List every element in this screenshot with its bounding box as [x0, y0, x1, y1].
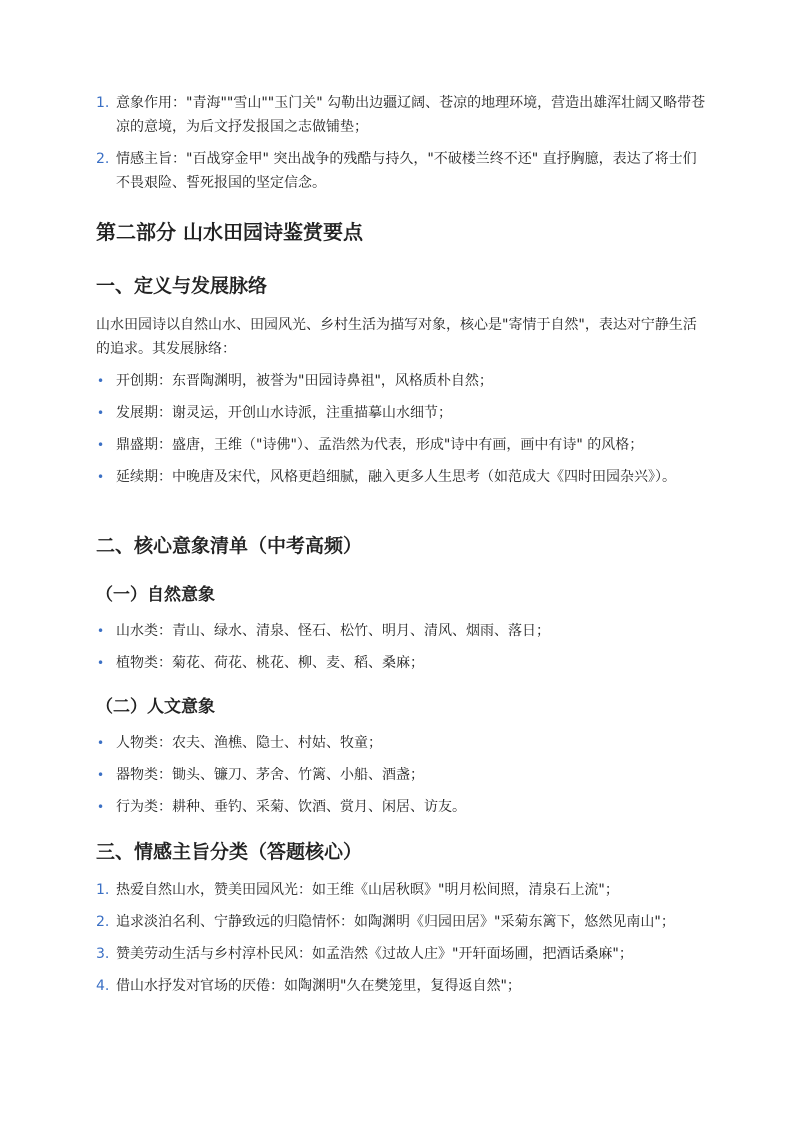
bullet-icon: • — [97, 470, 105, 484]
bullet-icon: • — [97, 438, 105, 452]
list-number: 3. — [96, 946, 110, 962]
list-item-text: 情感主旨："百战穿金甲" 突出战争的残酷与持久，"不破楼兰终不还" 直抒胸臆，表达了将士们不畏艰险、誓死报国的坚定信念。 — [116, 151, 697, 191]
list-item-text: 人物类：农夫、渔樵、隐士、村姑、牧童； — [116, 735, 382, 751]
bullet-icon: • — [97, 374, 105, 388]
list-item-text: 热爱自然山水，赞美田园风光：如王维《山居秋暝》"明月松间照，清泉石上流"； — [116, 882, 619, 898]
list-item-text: 鼎盛期：盛唐，王维（"诗佛"）、孟浩然为代表，形成"诗中有画，画中有诗" 的风格； — [116, 437, 644, 453]
list-item — [96, 763, 706, 787]
list-item-text: 延续期：中晚唐及宋代，风格更趋细腻，融入更多人生思考（如范成大《四时田园杂兴》）。 — [116, 469, 676, 485]
list-item — [96, 401, 706, 425]
bullet-icon: • — [97, 736, 105, 750]
list-item — [96, 91, 706, 139]
list-item-text: 行为类：耕种、垂钓、采菊、饮酒、赏月、闲居、访友。 — [116, 799, 466, 815]
list-item-text: 意象作用："青海""雪山""玉门关" 勾勒出边疆辽阔、苍凉的地理环境，营造出雄浑壮阔又略带苍凉的意境，为后文抒发报国之志做铺垫； — [116, 95, 706, 135]
section-title-1: 一、定义与发展脉络 — [96, 275, 268, 297]
list-item-text: 赞美劳动生活与乡村淳朴民风：如孟浩然《过故人庄》"开轩面场圃，把酒话桑麻"； — [116, 946, 633, 962]
list-item — [96, 731, 706, 755]
list-item — [96, 369, 706, 393]
bullet-icon: • — [97, 656, 105, 670]
section-title-2: 二、核心意象清单（中考高频） — [96, 535, 363, 557]
list-item — [96, 910, 706, 934]
list-number: 4. — [96, 978, 110, 994]
list-item — [96, 878, 706, 902]
list-number: 1. — [96, 882, 110, 898]
list-item — [96, 974, 706, 998]
ordered-list-intro — [96, 91, 706, 195]
list-item-text: 借山水抒发对官场的厌倦：如陶渊明"久在樊笼里，复得返自然"； — [116, 978, 521, 994]
bullet-icon: • — [97, 624, 105, 638]
list-number: 1. — [96, 95, 110, 111]
list-number: 2. — [96, 151, 110, 167]
list-item — [96, 433, 706, 457]
list-number: 2. — [96, 914, 110, 930]
list-item-text: 发展期：谢灵运，开创山水诗派，注重描摹山水细节； — [116, 405, 452, 421]
bullet-icon: • — [97, 768, 105, 782]
subsection-title-1: （一）自然意象 — [96, 585, 215, 605]
list-item-text: 追求淡泊名利、宁静致远的归隐情怀：如陶渊明《归园田居》"采菊东篱下，悠然见南山"； — [116, 914, 675, 930]
section-title-3: 三、情感主旨分类（答题核心） — [96, 841, 363, 863]
cultural-imagery-list — [96, 731, 706, 819]
list-item — [96, 795, 706, 819]
subsection-title-2: （二）人文意象 — [96, 697, 215, 717]
list-item-text: 植物类：菊花、荷花、桃花、柳、麦、稻、桑麻； — [116, 655, 424, 671]
list-item — [96, 147, 706, 195]
emotion-theme-list — [96, 878, 706, 998]
list-item-text: 山水类：青山、绿水、清泉、怪石、松竹、明月、清风、烟雨、落日； — [116, 623, 550, 639]
part-title: 第二部分 山水田园诗鉴赏要点 — [96, 220, 363, 244]
list-item-text: 器物类：锄头、镰刀、茅舍、竹篱、小船、酒盏； — [116, 767, 424, 783]
list-item — [96, 942, 706, 966]
list-item — [96, 465, 706, 489]
section-intro: 山水田园诗以自然山水、田园风光、乡村生活为描写对象，核心是"寄情于自然"，表达对宁静生活的追求。其发展脉络： — [96, 317, 697, 357]
bullet-icon: • — [97, 800, 105, 814]
list-item — [96, 651, 706, 675]
natural-imagery-list — [96, 619, 706, 675]
development-list — [96, 369, 706, 489]
bullet-icon: • — [97, 406, 105, 420]
list-item-text: 开创期：东晋陶渊明，被誉为"田园诗鼻祖"，风格质朴自然； — [116, 373, 493, 389]
list-item — [96, 619, 706, 643]
